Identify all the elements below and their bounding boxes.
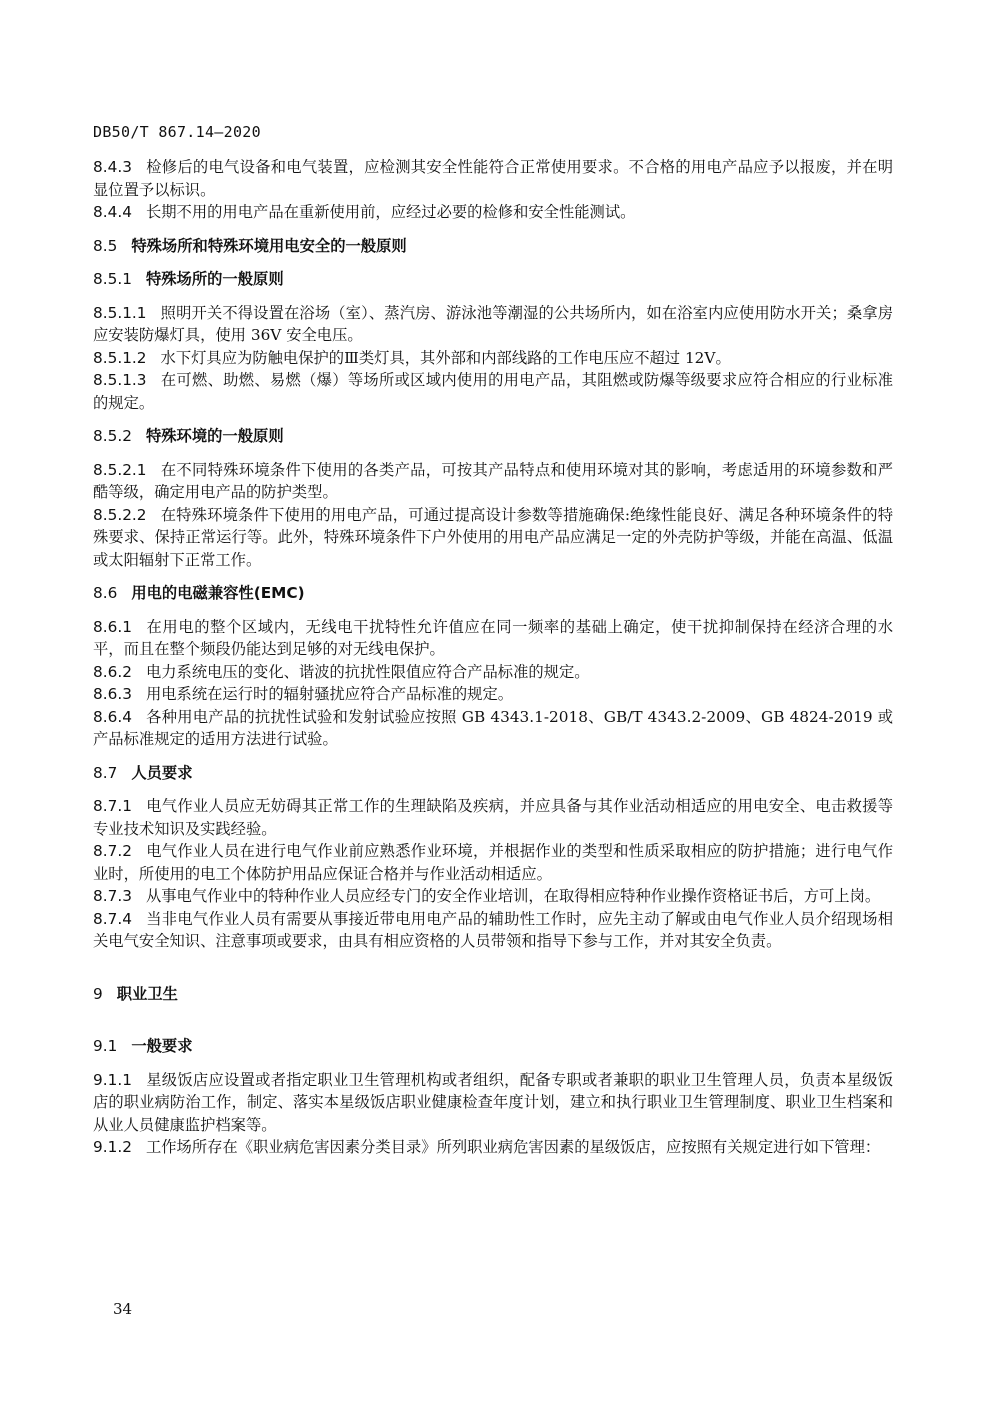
clause-text: 电气作业人员在进行电气作业前应熟悉作业环境，并根据作业的类型和性质采取相应的防护措施；进行电气作业时，所使用的电工个体防护用品应保证合格并与作业活动相适应。 bbox=[93, 842, 893, 883]
clause-number: 8.5.1.1 bbox=[93, 303, 147, 322]
clause-number: 8.5.1.3 bbox=[93, 371, 147, 389]
clause-8-4-3 bbox=[93, 156, 893, 201]
clause-9-1-1 bbox=[93, 1069, 893, 1137]
clause-number: 8.4.4 bbox=[93, 203, 132, 221]
section-heading-9-1 bbox=[93, 1035, 893, 1058]
clause-number: 8.6.4 bbox=[93, 707, 132, 726]
heading-text: 特殊场所的一般原则 bbox=[145, 270, 284, 288]
heading-text: 用电的电磁兼容性(EMC) bbox=[131, 584, 305, 602]
clause-text: 在不同特殊环境条件下使用的各类产品，可按其产品特点和使用环境对其的影响，考虑适用的环境参数和严酷等级，确定用电产品的防护类型。 bbox=[93, 460, 893, 501]
clause-text: 在可燃、助燃、易燃（爆）等场所或区域内使用的用电产品，其阻燃或防爆等级要求应符合相应的行业标准的规定。 bbox=[93, 371, 893, 412]
heading-text: 特殊场所和特殊环境用电安全的一般原则 bbox=[131, 236, 407, 255]
clause-8-5-2-2 bbox=[93, 504, 893, 572]
section-heading-8-5 bbox=[93, 235, 893, 258]
clause-text: 电气作业人员应无妨碍其正常工作的生理缺陷及疾病，并应具备与其作业活动相适应的用电安全、电击救援等专业技术知识及实践经验。 bbox=[93, 797, 893, 838]
clause-number: 8.7.2 bbox=[93, 842, 132, 860]
heading-number: 9.1 bbox=[93, 1037, 118, 1055]
section-heading-8-5-2 bbox=[93, 425, 893, 448]
clause-number: 8.7.4 bbox=[93, 909, 132, 928]
clause-8-5-1-3 bbox=[93, 369, 893, 414]
clause-number: 8.6.2 bbox=[93, 662, 132, 681]
document-number: DB50/T 867.14—2020 bbox=[93, 123, 261, 141]
clause-text: 各种用电产品的抗扰性试验和发射试验应按照 GB 4343.1-2018、GB/T 4343.2-2009、GB 4824-2019 或产品标准规定的适用方法进行试验。 bbox=[93, 707, 893, 748]
section-heading-8-7 bbox=[93, 762, 893, 785]
clause-8-5-1-1 bbox=[93, 302, 893, 347]
clause-text: 当非电气作业人员有需要从事接近带电用电产品的辅助性工作时，应先主动了解或由电气作业人员介绍现场相关电气安全知识、注意事项或要求，由具有相应资格的人员带领和指导下参与工作，并对其安全负责。 bbox=[93, 909, 893, 950]
heading-number: 9 bbox=[93, 984, 103, 1003]
clause-text: 在特殊环境条件下使用的用电产品，可通过提高设计参数等措施确保:绝缘性能良好、满足各种环境条件的特殊要求、保持正常运行等。此外，特殊环境条件下户外使用的用电产品应满足一定的外壳防护等级，并能在高温、低温或太阳辐射下正常工作。 bbox=[93, 505, 893, 569]
clause-8-5-1-2 bbox=[93, 347, 893, 370]
heading-number: 8.5 bbox=[93, 236, 118, 255]
clause-text: 检修后的电气设备和电气装置，应检测其安全性能符合正常使用要求。不合格的用电产品应予以报废，并在明显位置予以标识。 bbox=[93, 158, 893, 199]
heading-number: 8.7 bbox=[93, 763, 118, 782]
heading-number: 8.5.1 bbox=[93, 270, 132, 288]
clause-8-6-1 bbox=[93, 616, 893, 661]
heading-number: 8.5.2 bbox=[93, 427, 132, 445]
clause-text: 照明开关不得设置在浴场（室）、蒸汽房、游泳池等潮湿的公共场所内，如在浴室内应使用防水开关；桑拿房应安装防爆灯具，使用 36V 安全电压。 bbox=[93, 303, 893, 344]
clause-8-6-2 bbox=[93, 661, 893, 684]
clause-number: 8.5.2.1 bbox=[93, 460, 147, 479]
clause-number: 8.7.1 bbox=[93, 797, 132, 815]
clause-8-7-1 bbox=[93, 795, 893, 840]
section-heading-8-5-1 bbox=[93, 268, 893, 291]
document-body bbox=[93, 156, 893, 1159]
clause-number: 8.5.1.2 bbox=[93, 348, 147, 367]
clause-8-7-3 bbox=[93, 885, 893, 908]
clause-text: 长期不用的用电产品在重新使用前，应经过必要的检修和安全性能测试。 bbox=[145, 203, 636, 221]
clause-number: 8.6.1 bbox=[93, 617, 132, 636]
clause-number: 8.7.3 bbox=[93, 887, 132, 905]
clause-number: 8.4.3 bbox=[93, 158, 132, 176]
page-number: 34 bbox=[113, 1300, 133, 1318]
section-heading-8-6 bbox=[93, 582, 893, 605]
heading-text: 职业卫生 bbox=[116, 984, 178, 1003]
clause-text: 用电系统在运行时的辐射骚扰应符合产品标准的规定。 bbox=[145, 685, 514, 703]
clause-text: 星级饭店应设置或者指定职业卫生管理机构或者组织，配备专职或者兼职的职业卫生管理人员，负责本星级饭店的职业病防治工作，制定、落实本星级饭店职业健康检查年度计划，建立和执行职业卫生管理制度、职业卫生档案和从业人员健康监护档案等。 bbox=[93, 1070, 893, 1134]
clause-9-1-2 bbox=[93, 1136, 893, 1159]
clause-8-7-4 bbox=[93, 908, 893, 953]
clause-text: 水下灯具应为防触电保护的Ⅲ类灯具，其外部和内部线路的工作电压应不超过 12V。 bbox=[160, 348, 731, 367]
clause-number: 8.5.2.2 bbox=[93, 505, 147, 524]
clause-8-7-2 bbox=[93, 840, 893, 885]
clause-text: 工作场所存在《职业病危害因素分类目录》所列职业病危害因素的星级饭店，应按照有关规定进行如下管理： bbox=[145, 1138, 881, 1156]
heading-text: 一般要求 bbox=[131, 1037, 193, 1055]
clause-8-4-4 bbox=[93, 201, 893, 224]
heading-number: 8.6 bbox=[93, 584, 118, 602]
chapter-heading-9 bbox=[93, 983, 893, 1006]
clause-8-6-4 bbox=[93, 706, 893, 751]
heading-text: 人员要求 bbox=[131, 763, 193, 782]
clause-number: 8.6.3 bbox=[93, 685, 132, 703]
clause-text: 电力系统电压的变化、谐波的抗扰性限值应符合产品标准的规定。 bbox=[145, 662, 590, 681]
heading-text: 特殊环境的一般原则 bbox=[145, 427, 284, 445]
clause-number: 9.1.2 bbox=[93, 1138, 132, 1156]
clause-number: 9.1.1 bbox=[93, 1070, 132, 1089]
clause-8-5-2-1 bbox=[93, 459, 893, 504]
clause-8-6-3 bbox=[93, 683, 893, 706]
clause-text: 从事电气作业中的特种作业人员应经专门的安全作业培训，在取得相应特种作业操作资格证书后，方可上岗。 bbox=[145, 887, 881, 905]
clause-text: 在用电的整个区域内，无线电干扰特性允许值应在同一频率的基础上确定，使干扰抑制保持在经济合理的水平，而且在整个频段仍能达到足够的对无线电保护。 bbox=[93, 617, 893, 658]
